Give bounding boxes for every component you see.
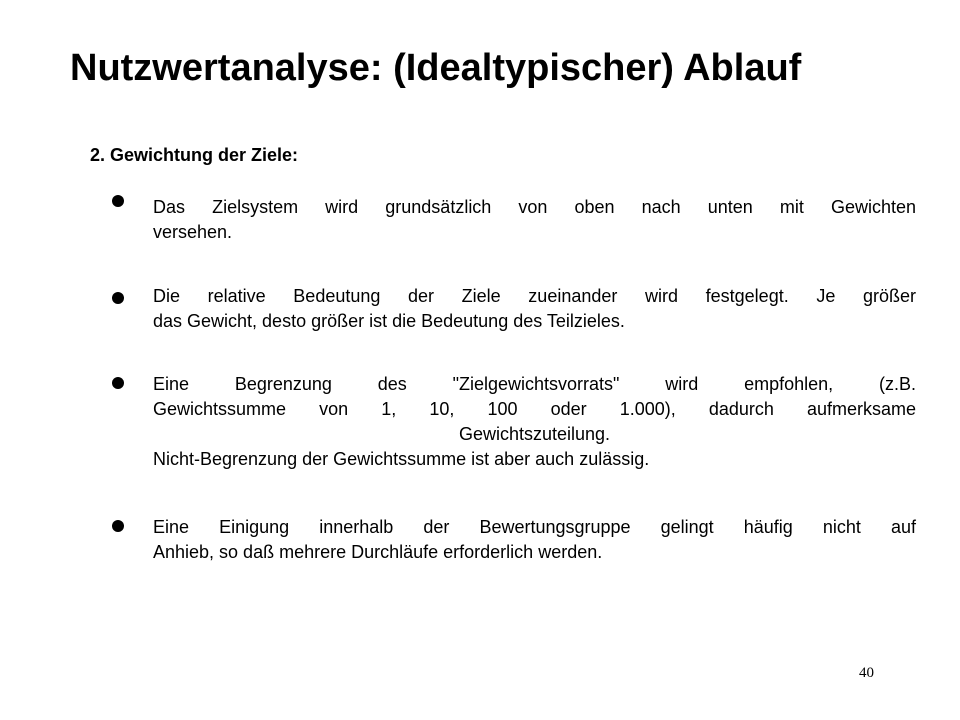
bullet-text-2	[153, 284, 916, 334]
bullet-line: versehen.	[153, 222, 233, 242]
slide-title: Nutzwertanalyse: (Idealtypischer) Ablauf	[70, 47, 802, 89]
section-heading: 2. Gewichtung der Ziele:	[90, 145, 299, 165]
bullet-dot	[112, 292, 124, 304]
bullet-line: Die relative Bedeutung der Ziele zueinander wird festgelegt. Je größer	[153, 286, 916, 306]
page-number: 40	[859, 665, 874, 681]
bullet-line: Nicht-Begrenzung der Gewichtssumme ist aber auch zulässig.	[153, 449, 650, 469]
bullet-line: das Gewicht, desto größer ist die Bedeutung des Teilzieles.	[153, 311, 625, 331]
bullet-dot	[112, 195, 124, 207]
bullet-text-1	[153, 195, 916, 245]
bullet-line: Anhieb, so daß mehrere Durchläufe erforderlich werden.	[153, 542, 603, 562]
bullet-line: Gewichtssumme von 1, 10, 100 oder 1.000), dadurch aufmerksame	[153, 399, 916, 419]
bullet-line: Das Zielsystem wird grundsätzlich von oben nach unten mit Gewichten	[153, 197, 916, 217]
bullet-line: Gewichtszuteilung.	[458, 424, 611, 444]
bullet-dot	[112, 520, 124, 532]
bullet-line: Eine Begrenzung des "Zielgewichtsvorrats" wird empfohlen, (z.B.	[153, 374, 916, 394]
bullet-text-4	[153, 515, 916, 565]
bullet-line: Eine Einigung innerhalb der Bewertungsgruppe gelingt häufig nicht auf	[153, 517, 916, 537]
bullet-text-3	[153, 372, 916, 472]
bullet-dot	[112, 377, 124, 389]
